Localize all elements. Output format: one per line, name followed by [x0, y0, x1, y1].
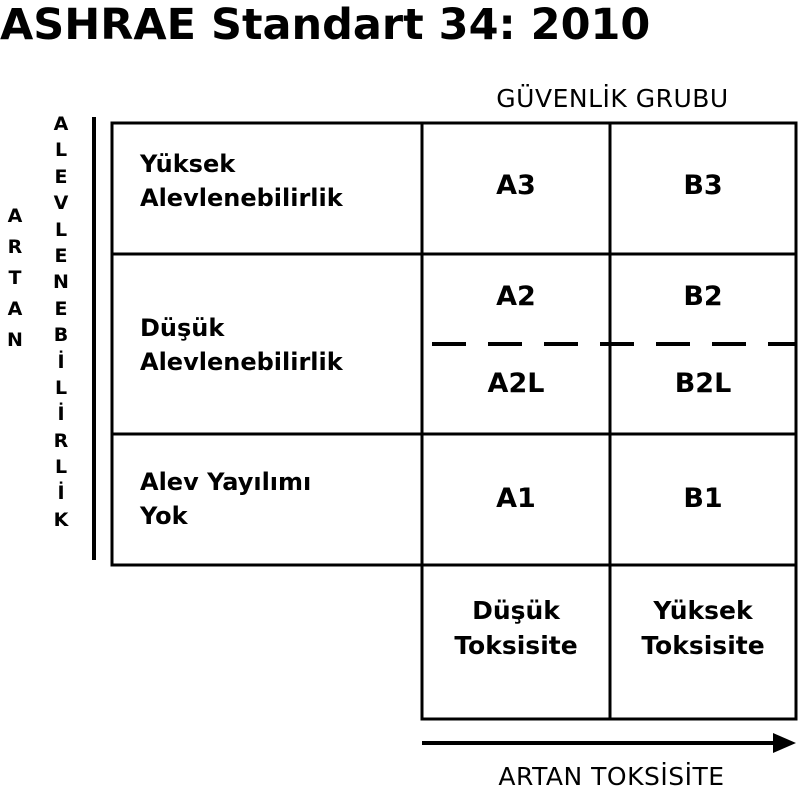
vertical-letter: N	[53, 271, 69, 294]
cell-B2L: B2L	[674, 368, 732, 399]
vertical-letter: V	[53, 192, 69, 215]
cell-A1: A1	[496, 483, 536, 514]
cell-B3: B3	[683, 170, 723, 201]
row-label-low-flammability: Düşük Alevlenebilirlik	[140, 314, 343, 376]
cell-B2: B2	[683, 281, 723, 312]
cell-A2: A2	[496, 281, 536, 312]
page-title: ASHRAE Standart 34: 2010	[0, 0, 651, 50]
vertical-letter: R	[7, 236, 23, 258]
vertical-letter: İ	[57, 403, 65, 426]
vertical-letter: L	[54, 376, 68, 399]
vertical-letter: İ	[57, 350, 65, 373]
increasing-toxicity-label: ARTAN TOKSİSİTE	[498, 762, 725, 791]
arrow-head-icon	[773, 733, 796, 753]
vertical-letter: R	[53, 429, 69, 452]
high-toxicity-label: Yüksek Toksisite	[641, 596, 765, 660]
vertical-letter: L	[54, 456, 68, 479]
low-toxicity-label: Düşük Toksisite	[454, 596, 578, 660]
vertical-letter: B	[53, 324, 69, 347]
cell-B1: B1	[683, 483, 723, 514]
vertical-letter: E	[54, 244, 68, 267]
safety-group-heading: GÜVENLİK GRUBU	[496, 84, 729, 113]
vertical-letter: E	[54, 165, 68, 188]
vertical-letter: E	[54, 297, 68, 320]
vertical-letter: K	[53, 508, 69, 531]
vertical-letter: N	[7, 329, 23, 351]
vertical-letter: L	[54, 139, 68, 162]
cell-A3: A3	[496, 170, 536, 201]
vertical-letter: A	[53, 113, 69, 135]
vertical-letter: T	[8, 267, 22, 289]
row-label-high-flammability: Yüksek Alevlenebilirlik	[140, 150, 343, 212]
vertical-letter: İ	[57, 482, 65, 505]
cell-A2L: A2L	[487, 368, 545, 399]
vertical-letter: A	[7, 205, 23, 227]
vertical-letter: L	[54, 218, 68, 241]
row-label-no-flame-propagation: Alev Yayılımı Yok	[140, 468, 312, 530]
vertical-letter: A	[7, 298, 23, 320]
